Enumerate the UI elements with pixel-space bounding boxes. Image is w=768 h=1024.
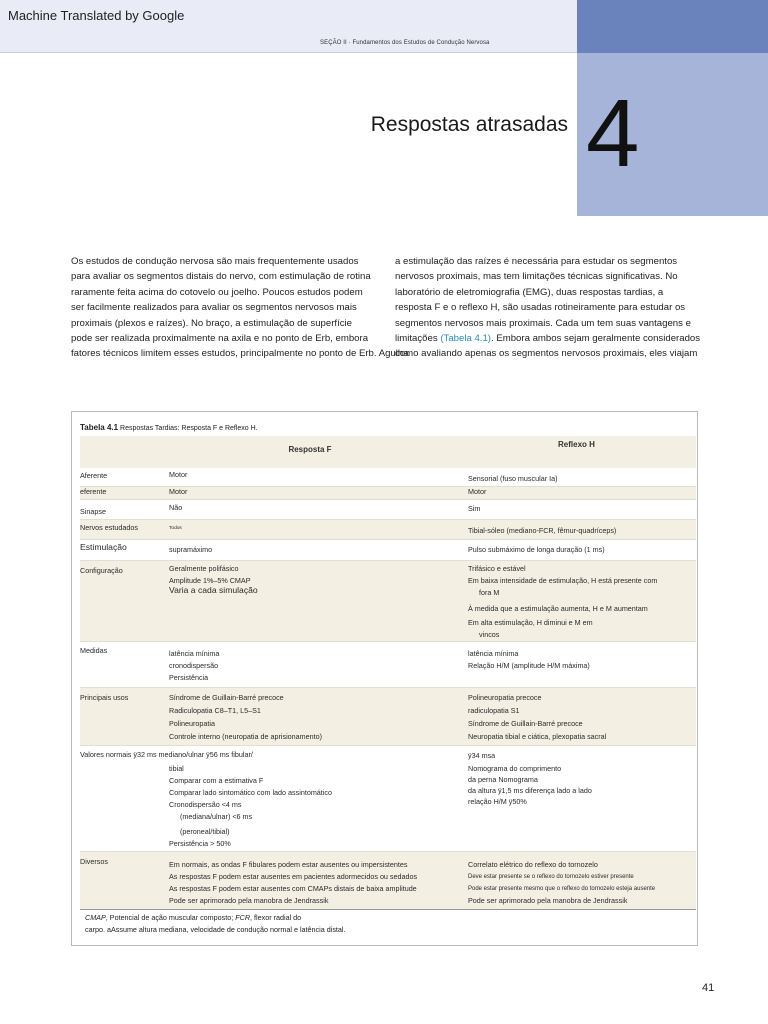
cell-line: Controle interno (neuropatia de aprisionamento) — [169, 732, 323, 741]
body-line: nervosos proximais, mas tem limitações técnicas significativas. No — [395, 271, 678, 283]
table-row-nervos — [80, 520, 696, 540]
body-line: segmentos nervosos mais proximais. Cada um tem suas vantagens e — [395, 317, 691, 329]
chapter-title: Respostas atrasadas — [370, 113, 568, 136]
row-label: eferente — [80, 487, 107, 496]
cell-line: Relação H/M (amplitude H/M máxima) — [468, 661, 590, 670]
body-line: proximais (plexos e raízes). No braço, a estimulação de superfície — [71, 317, 353, 329]
cell-f — [169, 763, 332, 850]
body-line: ser facilmente realizados para avaliar os segmentos nervosos mais — [71, 302, 357, 314]
cell-f: supramáximo — [169, 545, 213, 554]
body-line: para avaliar os segmentos distais do nervo, com estimulação de rotina — [71, 271, 371, 283]
row-label: Sinapse — [80, 507, 106, 516]
section-running-header: SEÇÃO II · Fundamentos dos Estudos de Condução Nervosa — [320, 40, 490, 46]
cell-h — [468, 859, 655, 907]
cell-line: Comparar com a estimativa F — [169, 776, 264, 785]
footnote-text: , flexor radial do — [250, 913, 302, 922]
body-line: a estimulação das raízes é necessária para estudar os segmentos — [395, 256, 678, 267]
chapter-tab-dark — [577, 0, 768, 53]
cell-line: Geralmente polifásico — [169, 564, 239, 573]
cell-line: Comparar lado sintomático com lado assintomático — [169, 788, 332, 797]
page-number: 41 — [702, 982, 715, 994]
table-caption-number: Tabela 4.1 — [80, 423, 119, 432]
footnote-divider — [80, 909, 696, 910]
table-row-sinapse — [80, 500, 696, 520]
row-label: Medidas — [80, 646, 108, 655]
cell-line: Cronodispersão <4 ms — [169, 800, 242, 809]
cell-h: Motor — [468, 487, 487, 496]
chapter-number: 4 — [586, 80, 640, 187]
cell-line: Em baixa intensidade de estimulação, H está presente com — [468, 576, 658, 585]
table-row-medidas — [80, 642, 696, 688]
cell-h — [468, 750, 592, 807]
cell-line: À medida que a estimulação aumenta, H e M aumentam — [468, 604, 648, 613]
cell-line: Correlato elétrico do reflexo do tornozelo — [468, 860, 598, 869]
body-line: laboratório de eletromiografia (EMG), duas respostas tardias, a — [395, 286, 664, 298]
table-row-configuracao — [80, 561, 696, 642]
cell-h: Pulso submáximo de longa duração (1 ms) — [468, 545, 605, 554]
row-label: Aferente — [80, 471, 108, 480]
cell-line: Síndrome de Guillain-Barré precoce — [169, 693, 284, 702]
body-column-left — [71, 254, 409, 362]
cell-line: da altura ÿ1,5 ms diferença lado a lado — [468, 786, 592, 795]
footnote-abbrev: CMAP — [85, 913, 106, 922]
cell-h: Sensorial (fuso muscular Ia) — [468, 474, 558, 483]
cell-line: Persistência > 50% — [169, 839, 231, 848]
cell-h — [468, 648, 590, 672]
table-footnote — [85, 912, 346, 936]
cell-h: Sim — [468, 504, 481, 513]
table-row-valores-normais — [80, 746, 696, 852]
footnote-line — [85, 912, 346, 924]
cell-f — [169, 859, 417, 907]
cell-line: Radiculopatia C8–T1, L5–S1 — [169, 706, 261, 715]
cell-line: Pode estar presente mesmo que o reflexo do tornozelo esteja ausente — [468, 886, 656, 892]
cell-line: fora M — [479, 588, 500, 597]
footnote-abbrev: FCR — [235, 913, 251, 922]
cell-f: Motor — [169, 487, 188, 496]
cell-line: tibial — [169, 764, 184, 773]
body-line: como avaliando apenas os segmentos nervosos proximais, eles viajam — [395, 348, 698, 360]
cell-line: Varia a cada simulação — [169, 585, 258, 595]
cell-h — [468, 563, 657, 641]
cell-line: Amplitude 1%–5% CMAP — [169, 576, 251, 585]
cell-line: radiculopatia S1 — [468, 706, 520, 715]
table-reference-link[interactable]: (Tabela 4.1) — [440, 333, 491, 345]
table-row-aferente — [80, 468, 696, 487]
table-row-diversos — [80, 852, 696, 909]
row-label: Principais usos — [80, 693, 129, 702]
cell-f — [169, 648, 219, 684]
column-header-h — [540, 436, 696, 468]
table-caption — [80, 423, 258, 432]
footnote-text: , Potencial de ação muscular composto; — [105, 913, 236, 922]
cell-line: Em normais, as ondas F fibulares podem estar ausentes ou impersistentes — [169, 860, 408, 869]
cell-line: Deve estar presente se o reflexo do tornozelo estiver presente — [468, 874, 634, 880]
cell-f: Todos — [169, 526, 182, 531]
body-line: pode ser realizada proximalmente na axila e no ponto de Erb, embora — [71, 333, 369, 345]
cell-line: Pode ser aprimorado pela manobra de Jendrassik — [468, 896, 628, 905]
row-label: Diversos — [80, 857, 108, 866]
cell-line: Polineuropatia precoce — [468, 693, 542, 702]
body-text: . Embora ambos sejam geralmente considerados — [491, 333, 701, 345]
body-line — [395, 331, 705, 346]
cell-line: As respostas F podem estar ausentes em pacientes adormecidos ou sedados — [169, 872, 418, 881]
cell-line: (peroneal/tibial) — [180, 827, 230, 836]
cell-line: relação H/M ÿ50% — [468, 797, 527, 806]
row-label: Configuração — [80, 566, 123, 575]
cell-line: Polineuropatia — [169, 719, 215, 728]
row-label: Nervos estudados — [80, 523, 138, 532]
cell-line: Trifásico e estável — [468, 564, 526, 573]
cell-line: Síndrome de Guillain-Barré precoce — [468, 719, 583, 728]
body-line: resposta F e o reflexo H, são usadas rotineiramente para estudar os — [395, 302, 686, 314]
cell-line: Neuropatia tibial e ciática, plexopatia sacral — [468, 732, 607, 741]
cell-line: As respostas F podem estar ausentes com CMAPs distais de baixa amplitude — [169, 884, 417, 893]
body-text: limitações — [395, 333, 441, 345]
body-line: fatores técnicos limitem esses estudos, principalmente no ponto de Erb. Agulha — [71, 348, 409, 360]
cell-line: Pode ser aprimorado pela manobra de Jendrassik — [169, 896, 329, 905]
cell-f: Não — [169, 503, 183, 512]
body-line: raramente feita acima do cotovelo ou joelho. Poucos estudos podem — [71, 286, 363, 298]
cell-line: cronodispersão — [169, 661, 219, 670]
google-translate-brand: Machine Translated by Google — [8, 8, 185, 23]
cell-line: latência mínima — [169, 649, 220, 658]
cell-line: ÿ34 msa — [468, 751, 496, 760]
table-4-1 — [71, 411, 698, 946]
row-label: Estimulação — [80, 542, 127, 552]
cell-f: Motor — [169, 470, 188, 479]
body-column-right — [395, 254, 705, 362]
column-header-h-label: Reflexo H — [558, 440, 595, 449]
cell-line: latência mínima — [468, 649, 519, 658]
cell-line: vincos — [479, 630, 500, 639]
table-row-estimulacao — [80, 540, 696, 561]
cell-f — [169, 563, 258, 596]
translation-header — [0, 0, 577, 53]
cell-line: Em alta estimulação, H diminui e M em — [468, 618, 593, 627]
cell-f — [169, 691, 322, 743]
row-label: Valores normais ÿ32 ms mediano/ulnar ÿ56 ms fibular/ — [80, 750, 253, 759]
table-row-eferente — [80, 487, 696, 500]
cell-line: Nomograma do comprimento — [468, 764, 562, 773]
table-caption-text: Respostas Tardias: Resposta F e Reflexo H. — [118, 425, 258, 432]
cell-line: da perna Nomograma — [468, 775, 538, 784]
cell-h — [468, 691, 606, 743]
body-line: Os estudos de condução nervosa são mais frequentemente usados — [71, 256, 359, 267]
footnote-line: carpo. aAssume altura mediana, velocidade de condução normal e latência distal. — [85, 925, 346, 934]
cell-line: Persistência — [169, 673, 209, 682]
column-header-f: Resposta F — [80, 436, 540, 468]
cell-h: Tibial-sóleo (mediano-FCR, fêmur-quadríceps) — [468, 526, 617, 535]
table-row-usos — [80, 688, 696, 746]
cell-line: (mediana/ulnar) <6 ms — [180, 812, 253, 821]
